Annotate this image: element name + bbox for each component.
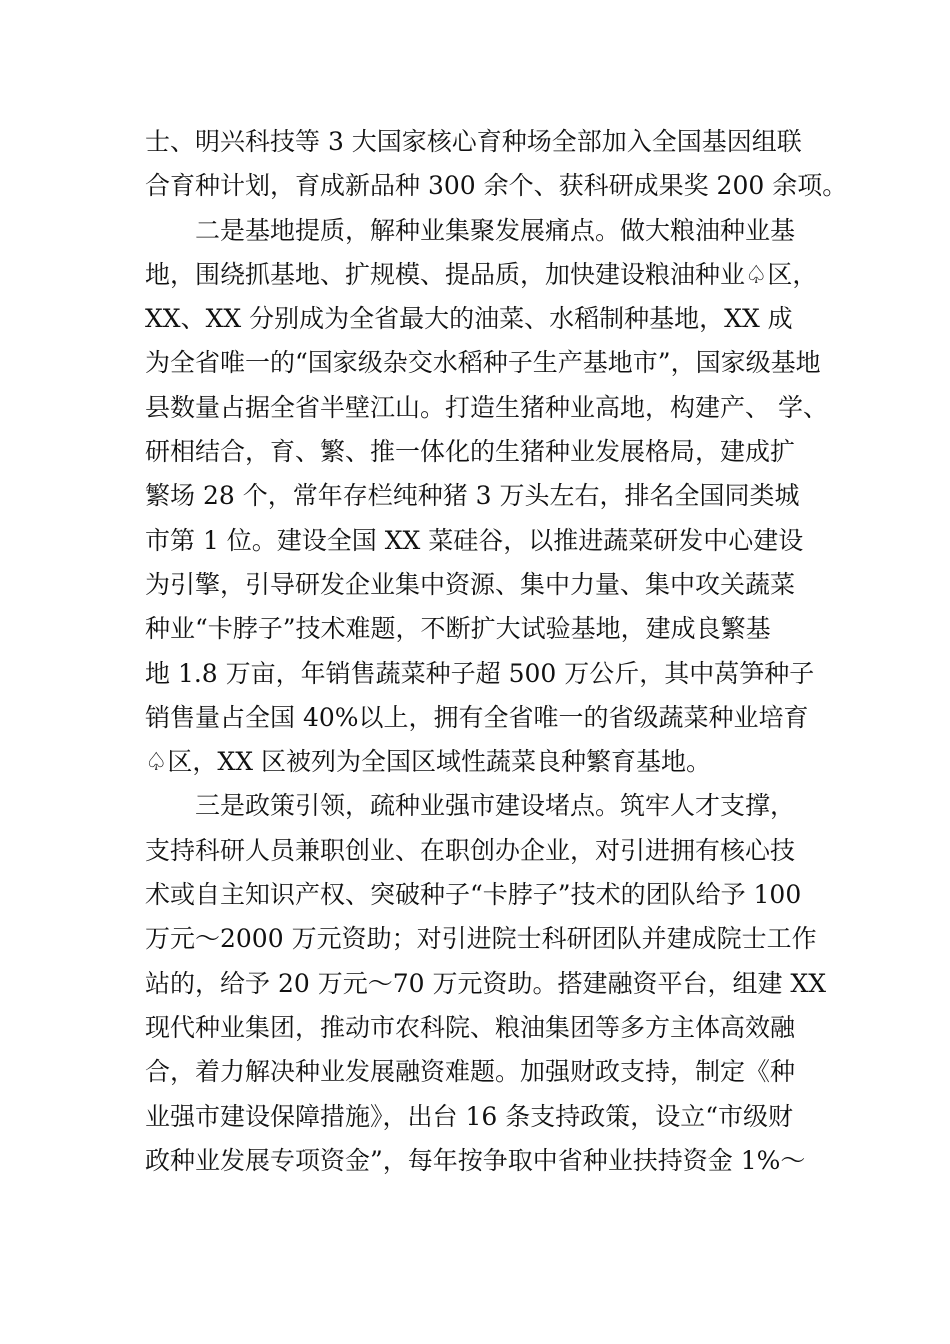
paragraph-1	[145, 120, 848, 209]
text-line: 合育种计划，育成新品种 300 余个、获科研成果奖 200 余项。	[145, 171, 848, 201]
text-line: 县数量占据全省半壁江山。打造生猪种业高地，构建产、 学、	[145, 392, 828, 422]
text-line: XX、XX 分别成为全省最大的油菜、水稻制种基地，XX 成	[145, 304, 793, 334]
text-line: 术或自主知识产权、突破种子“卡脖子”技术的团队给予 100	[145, 880, 802, 910]
text-line: 为引擎，引导研发企业集中资源、集中力量、集中攻关蔬菜	[145, 569, 796, 599]
text-line: ♤区，XX 区被列为全国区域性蔬菜良种繁育基地。	[145, 747, 711, 777]
text-line: 现代种业集团，推动市农科院、粮油集团等多方主体高效融	[145, 1012, 796, 1042]
text-line: 研相结合，育、繁、推一体化的生猪种业发展格局，建成扩	[145, 437, 796, 467]
text-line: 繁场 28 个，常年存栏纯种猪 3 万头左右，排名全国同类城	[145, 481, 800, 511]
text-line: 合，着力解决种业发展融资难题。加强财政支持，制定《种	[145, 1057, 796, 1087]
text-line: 种业“卡脖子”技术难题，不断扩大试验基地，建成良繁基	[145, 614, 771, 644]
text-line: 士、明兴科技等 3 大国家核心育种场全部加入全国基因组联	[145, 127, 802, 156]
text-line: 地 1.8 万亩，年销售蔬菜种子超 500 万公斤，其中莴笋种子	[145, 658, 815, 688]
text-line: 站的，给予 20 万元～70 万元资助。搭建融资平台，组建 XX	[145, 968, 827, 998]
paragraph-2	[145, 209, 828, 785]
text-line: 万元～2000 万元资助；对引进院士科研团队并建成院士工作	[145, 924, 817, 954]
text-line: 为全省唯一的“国家级杂交水稻种子生产基地市”，国家级基地	[145, 348, 821, 378]
text-line: 市第 1 位。建设全国 XX 菜硅谷，以推进蔬菜研发中心建设	[145, 525, 804, 555]
text-line: 支持科研人员兼职创业、在职创办企业，对引进拥有核心技	[145, 835, 796, 865]
paragraph-3	[145, 784, 827, 1183]
text-line: 政种业发展专项资金”，每年按争取中省种业扶持资金 1%～	[145, 1145, 806, 1175]
body-text	[145, 120, 848, 1183]
text-line: 销售量占全国 40%以上，拥有全省唯一的省级蔬菜种业培育	[145, 702, 809, 732]
text-line: 业强市建设保障措施》，出台 16 条支持政策，设立“市级财	[145, 1101, 793, 1131]
text-line: 三是政策引领，疏种业强市建设堵点。筑牢人才支撑，	[195, 791, 796, 821]
text-line: 二是基地提质，解种业集聚发展痛点。做大粮油种业基	[195, 215, 796, 245]
text-line: 地，围绕抓基地、扩规模、提品质，加快建设粮油种业♤区，	[145, 259, 818, 289]
